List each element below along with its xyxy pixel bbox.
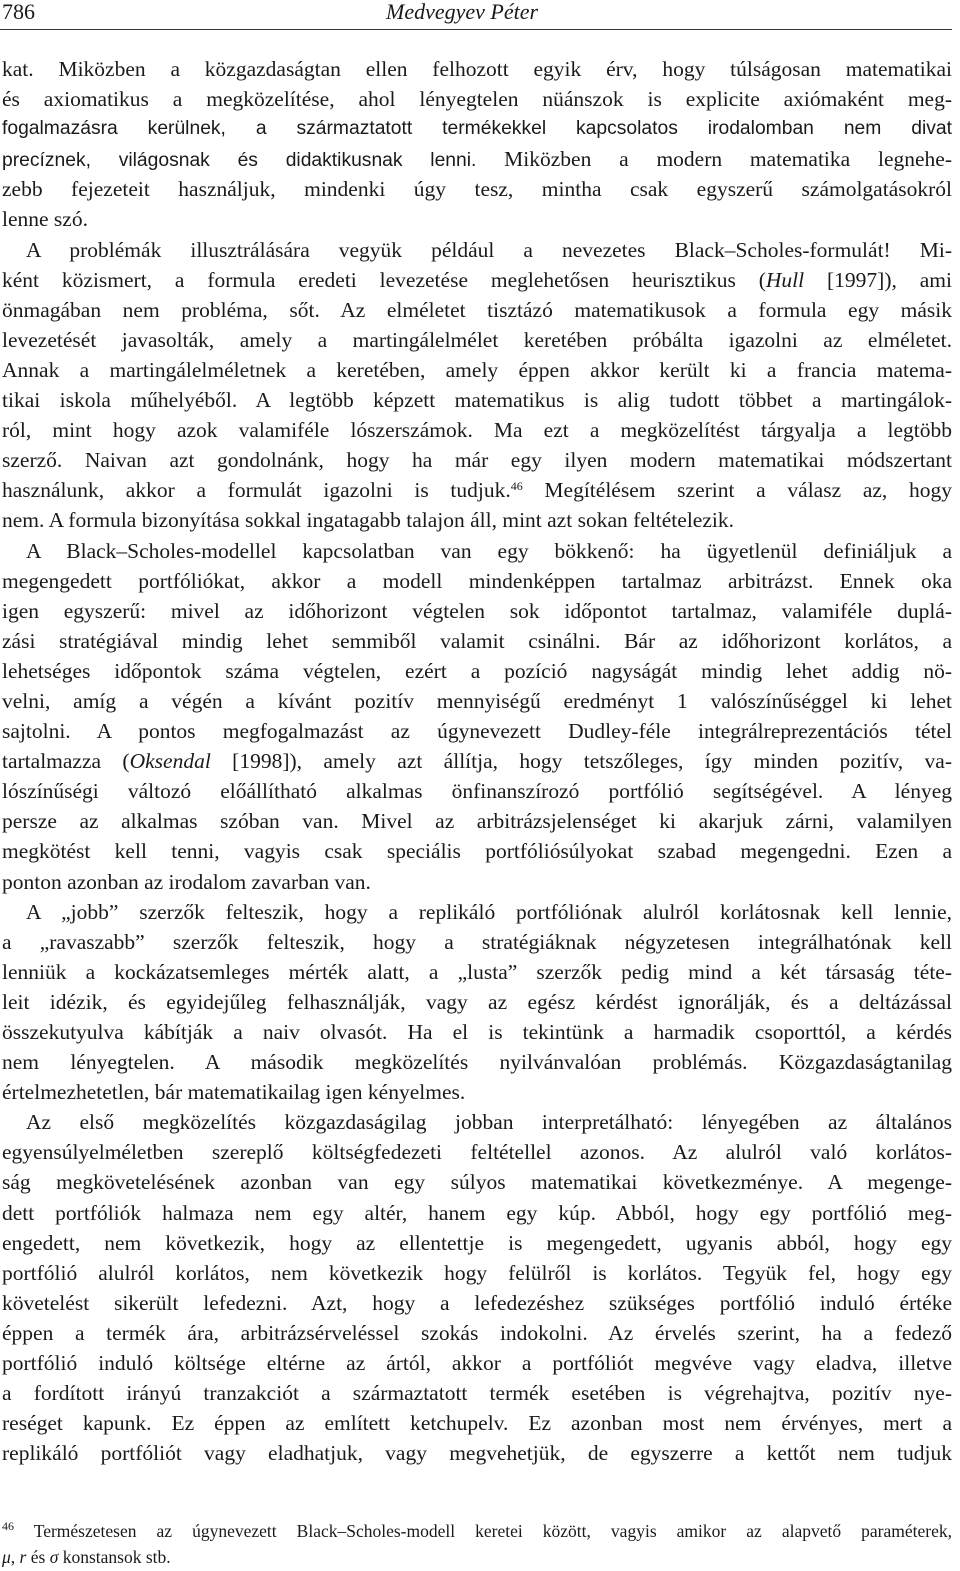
text-line: lenne szó. xyxy=(2,207,88,232)
text-span: [1997]), ami xyxy=(804,267,952,292)
text-span: használunk, akkor a formulát igazolni is tudjuk. xyxy=(2,478,511,503)
footnote-ref[interactable]: 46 xyxy=(510,479,523,494)
text-line: portfólió induló költsége eltérne az ártól, akkor a portfóliót megvéve vagy eladva, illetve xyxy=(2,1351,952,1376)
text-line: leit idézik, és egyidejűleg felhasználják, vagy az egész kérdést ignorálják, és a deltázással xyxy=(2,989,952,1014)
text-line: nem lényegtelen. A második megközelítés nyilvánvalóan problémás. Közgazdaságtanilag xyxy=(2,1050,952,1075)
footnote xyxy=(2,1518,952,1570)
text-line: követelést sikerült lefedezni. Azt, hogy a lefedezéshez szükséges portfólió induló értéke xyxy=(2,1290,952,1315)
text-span: precíznek, világosnak és didaktikusnak lenni. xyxy=(2,150,477,172)
header-rule xyxy=(0,29,952,30)
text-line xyxy=(2,144,952,174)
text-line: kat. Miközben a közgazdaságtan ellen felhozott egyik érv, hogy túlságosan matematikai xyxy=(2,57,952,81)
text-span: Miközben a modern matematika legnehe- xyxy=(476,147,952,172)
text-line: összekutyulva kábítják a naiv olvasót. Ha el is tekintünk a harmadik csoporttól, a kérdés xyxy=(2,1020,952,1044)
footnote-line xyxy=(2,1544,952,1570)
symbol-r: r xyxy=(19,1547,27,1567)
text-line: engedett, nem következik, hogy az ellentettje is megengedett, ugyanis abból, hogy egy xyxy=(2,1230,952,1255)
footnote-text: Természetesen az úgynevezett Black–Scholes-modell keretei között, vagyis amikor az alapvető paraméterek, xyxy=(14,1521,952,1541)
text-line: a „ravaszabb” szerzők felteszik, hogy a stratégiáknak négyzetesen integrálhatónak kell xyxy=(2,929,952,954)
text-line: egyensúlyelméletben szereplő költségfedezeti feltétellel azonos. Az alulról való korlátos- xyxy=(2,1140,952,1165)
text-line: értelmezhetetlen, bár matematikailag igen kényelmes. xyxy=(2,1080,466,1105)
text-line: lenniük a kockázatsemleges mérték alatt, a „lusta” szerzők pedig mind a két társaság téte- xyxy=(2,959,952,984)
text-span: [1998]), amely azt állítja, hogy tetszőleges, így minden pozitív, va- xyxy=(210,749,952,774)
text-line: A problémák illusztrálására vegyük például a nevezetes Black–Scholes-formulát! Mi- xyxy=(26,237,952,262)
text-line: önmagában nem probléma, sőt. Az elméletet tisztázó matematikusok a formula egy másik xyxy=(2,297,952,322)
text-line: fogalmazásra kerülnek, a származtatott termékekkel kapcsolatos irodalomban nem divat xyxy=(2,118,952,140)
symbol-mu: μ xyxy=(2,1547,11,1567)
text-line: és axiomatikus a megközelítése, ahol lényegtelen nüánszok is explicite axiómaként meg- xyxy=(2,87,952,112)
page-number: 786 xyxy=(2,0,35,24)
text-line: replikáló portfóliót vagy eladhatjuk, vagy megvehetjük, de egyszerre a kettőt nem tudjuk xyxy=(2,1441,952,1466)
text-line: velni, amíg a végén a kívánt pozitív mennyiségű eredményt 1 valószínűséggel ki lehet xyxy=(2,688,952,713)
text-line: szerző. Naivan azt gondolnánk, hogy ha már egy ilyen modern matematikai módszertant xyxy=(2,448,952,473)
footnote-line xyxy=(2,1518,952,1544)
text-line: tikai iskola műhelyéből. A legtöbb képzett matematikus is alig tudott többet a martingálok- xyxy=(2,388,952,413)
running-head: Medvegyev Péter xyxy=(386,0,539,24)
text-line: sajtolni. A pontos megfogalmazást az úgynevezett Dudley-féle integrálreprezentációs tétel xyxy=(2,719,952,744)
text-line: A „jobb” szerzők felteszik, hogy a replikáló portfóliónak alulról korlátosnak kell lennie, xyxy=(26,899,952,924)
text-line xyxy=(2,475,952,505)
text-line: megkötést kell tenni, vagyis csak speciális portfóliósúlyokat szabad megengedni. Ezen a xyxy=(2,839,952,864)
text-span: tartalmazza ( xyxy=(2,749,130,774)
text-line: levezetését javasolták, amely a martingálelmélet keretében próbálta igazolni az elméletet. xyxy=(2,327,952,352)
text-line: lószínűségi változó előállítható alkalmas önfinanszírozó portfólió segítségével. A lényeg xyxy=(2,779,952,804)
citation-author: Hull xyxy=(765,267,805,292)
text-line: zási stratégiával mindig lehet semmiből valamit csinálni. Bár az időhorizont korlátos, a xyxy=(2,628,952,653)
text-line: Annak a martingálelméletnek a keretében, amely éppen akkor került ki a francia matema- xyxy=(2,357,952,382)
footnote-text: , xyxy=(10,1547,20,1567)
page-header xyxy=(0,0,960,30)
footnote-text: konstansok stb. xyxy=(58,1547,171,1567)
text-line: persze az alkalmas szóban van. Mivel az arbitrázsjelenséget ki akarjuk zárni, valamilyen xyxy=(2,809,952,834)
text-line: portfólió alulról korlátos, nem következik hogy felülről is korlátos. Tegyük fel, hogy egy xyxy=(2,1260,952,1285)
text-line: ponton azonban az irodalom zavarban van. xyxy=(2,869,371,894)
footnote-marker: 46 xyxy=(2,1519,14,1533)
text-line: lehetséges időpontok száma végtelen, ezért a pozíció nagyságát mindig lehet addig nö- xyxy=(2,658,952,683)
symbol-sigma: σ xyxy=(49,1547,59,1567)
text-line xyxy=(2,746,952,776)
text-line: dett portfóliók halmaza nem egy altér, hanem egy kúp. Abból, hogy egy portfólió meg- xyxy=(2,1200,952,1225)
text-line: zebb fejezeteit használjuk, mindenki úgy tesz, mintha csak egyszerű számolgatásokról xyxy=(2,177,952,202)
text-line: ság megkövetelésének azonban van egy súlyos matematikai következménye. A megenge- xyxy=(2,1170,952,1195)
text-span: Megítélésem szerint a válasz az, hogy xyxy=(522,478,952,503)
text-line: A Black–Scholes-modellel kapcsolatban van egy bökkenő: ha ügyetlenül definiáljuk a xyxy=(26,538,952,563)
text-line: igen egyszerű: mivel az időhorizont végtelen sok időpontot tartalmaz, valamiféle duplá- xyxy=(2,598,952,623)
text-line xyxy=(2,265,952,295)
text-line: nem. A formula bizonyítása sokkal ingatagabb talajon áll, mint azt sokan feltételezik. xyxy=(2,508,734,533)
text-span: ként közismert, a formula eredeti levezetése meglehetősen heurisztikus ( xyxy=(2,267,766,292)
text-line: a fordított irányú tranzakciót a származtatott termék esetében is végrehajtva, pozitív nye- xyxy=(2,1381,952,1406)
text-line: Az első megközelítés közgazdaságilag jobban interpretálható: lényegében az általános xyxy=(26,1110,952,1135)
footnote-text: és xyxy=(26,1547,50,1567)
citation-author: Oksendal xyxy=(129,749,211,774)
main-text xyxy=(2,54,952,1468)
text-line: ról, mint hogy azok valamiféle lószerszámok. Ma ezt a megközelítést tárgyalja a legtöbb xyxy=(2,418,952,443)
text-line: reséget kapunk. Ez éppen az említett ketchupelv. Ez azonban most nem érvényes, mert a xyxy=(2,1411,952,1436)
text-line: megengedett portfóliókat, akkor a modell mindenképpen tartalmaz arbitrázst. Ennek oka xyxy=(2,568,952,593)
text-line: éppen a termék ára, arbitrázsérveléssel szokás indokolni. Az érvelés szerint, ha a fedező xyxy=(2,1320,952,1345)
